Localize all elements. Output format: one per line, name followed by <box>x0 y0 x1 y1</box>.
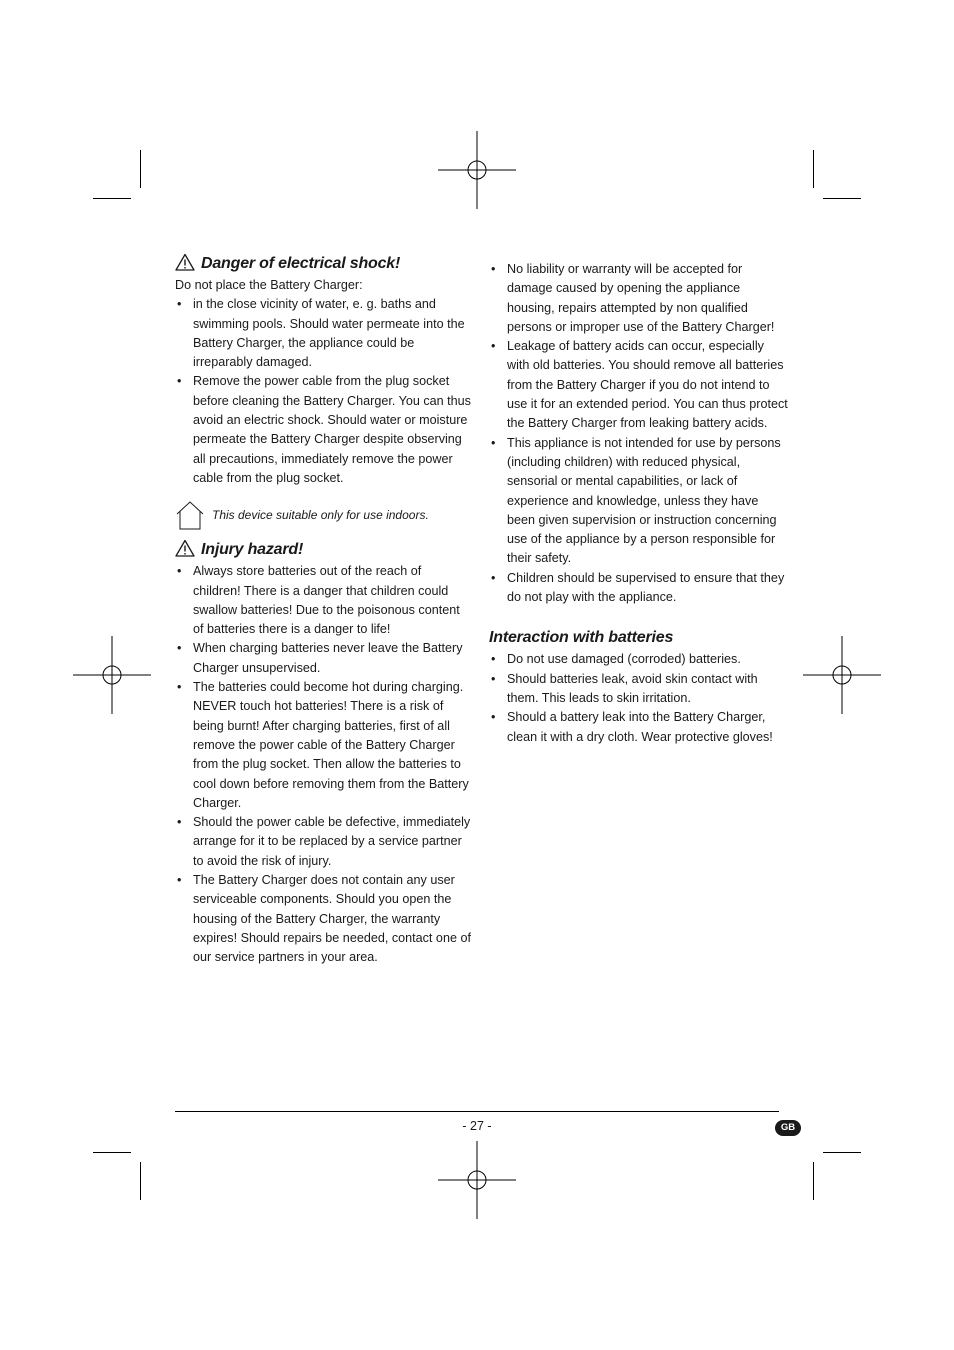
warning-triangle-icon <box>175 253 195 271</box>
list-item: • in the close vicinity of water, e. g. baths and swimming pools. Should water permeate into the Battery Charger, the appliance could be irreparably damaged. <box>175 295 471 372</box>
list-item: • Should a battery leak into the Battery Charger, clean it with a dry cloth. Wear protective gloves! <box>489 708 789 747</box>
list-item: • Children should be supervised to ensure that they do not play with the appliance. <box>489 569 789 608</box>
batteries-list <box>489 650 789 746</box>
injury-hazard-heading-text: Injury hazard! <box>201 541 304 559</box>
list-item: • When charging batteries never leave the Battery Charger unsupervised. <box>175 639 471 678</box>
crop-mark <box>140 150 141 188</box>
indoor-note-text: This device suitable only for use indoors. <box>212 508 429 523</box>
registration-mark-icon <box>438 131 516 209</box>
injury-hazard-list <box>175 562 471 967</box>
electrical-shock-heading-text: Danger of electrical shock! <box>201 255 401 272</box>
crop-mark <box>93 198 131 199</box>
indoor-note <box>175 499 471 531</box>
list-item: • No liability or warranty will be accepted for damage caused by opening the appliance housing, repairs attempted by non qualified persons or improper use of the Battery Charger! <box>489 260 789 337</box>
list-item: • Do not use damaged (corroded) batteries. <box>489 650 789 669</box>
list-item: • The Battery Charger does not contain any user serviceable components. Should you open the housing of the Battery Charger, the warranty expires! Should repairs be needed, contact one of our service partners in your area. <box>175 871 471 967</box>
registration-mark-icon <box>73 636 151 714</box>
warning-triangle-icon <box>175 539 195 557</box>
list-item: • Should batteries leak, avoid skin contact with them. This leads to skin irritation. <box>489 670 789 709</box>
safety-list-continued <box>489 260 789 607</box>
electrical-shock-list <box>175 295 471 488</box>
crop-mark <box>140 1162 141 1200</box>
batteries-heading <box>489 629 789 647</box>
list-item: • Leakage of battery acids can occur, especially with old batteries. You should remove all batteries from the Battery Charger if you do not intend to use it for an extended period. You can thus protect the Battery Charger from leaking battery acids. <box>489 337 789 433</box>
list-item: • Always store batteries out of the reach of children! There is a danger that children could swallow batteries! Due to the poisonous content of batteries there is a danger to life! <box>175 562 471 639</box>
list-item: • Remove the power cable from the plug socket before cleaning the Battery Charger. You can thus avoid an electric shock. Should water or moisture permeate the Battery Charger despite observing all precautions, immediately remove the power cable from the plug socket. <box>175 372 471 488</box>
page-number: - 27 - <box>462 1119 492 1133</box>
injury-hazard-heading <box>175 541 471 559</box>
registration-mark-icon <box>803 636 881 714</box>
crop-mark <box>823 1152 861 1153</box>
crop-mark <box>813 150 814 188</box>
list-item: • Should the power cable be defective, immediately arrange for it to be replaced by a service partner to avoid the risk of injury. <box>175 813 471 871</box>
right-column <box>489 260 789 747</box>
crop-mark <box>813 1162 814 1200</box>
house-icon <box>175 499 205 531</box>
registration-mark-icon <box>438 1141 516 1219</box>
electrical-shock-heading <box>175 255 471 273</box>
batteries-heading-text: Interaction with batteries <box>489 629 674 647</box>
list-item: • The batteries could become hot during charging. NEVER touch hot batteries! There is a risk of being burnt! After charging batteries, first of all remove the power cable of the Battery Charger from the plug socket. Then allow the batteries to cool down before removing them from the Battery Charger. <box>175 678 471 813</box>
crop-mark <box>823 198 861 199</box>
list-item: • This appliance is not intended for use by persons (including children) with reduced physical, sensorial or mental capabilities, or lack of experience and knowledge, unless they have been given supervision or instruction concerning use of the appliance by a person responsible for their safety. <box>489 434 789 569</box>
language-badge: GB <box>775 1120 801 1136</box>
electrical-shock-intro: Do not place the Battery Charger: <box>175 278 363 292</box>
crop-mark <box>93 1152 131 1153</box>
left-column <box>175 255 471 968</box>
footer-divider <box>175 1111 779 1112</box>
